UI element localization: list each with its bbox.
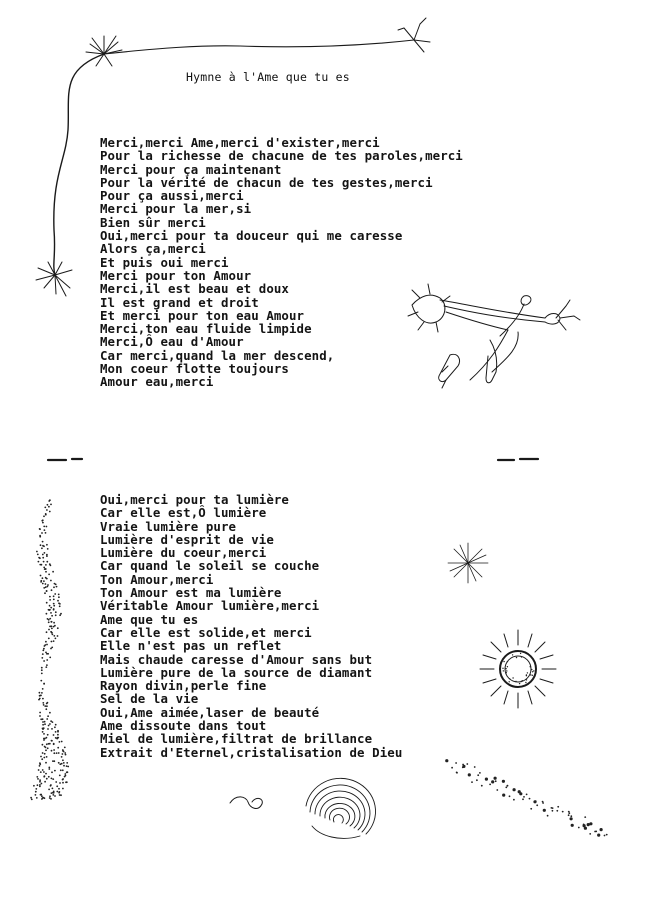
poem-line: Elle n'est pas un reflet bbox=[100, 638, 282, 654]
poem-line: Merci,il est beau et doux bbox=[100, 281, 289, 297]
poem-line: Pour la richesse de chacune de tes paroles,merci bbox=[100, 148, 463, 164]
poem-line: Et puis oui merci bbox=[100, 254, 229, 270]
poem-line: Car elle est solide,et merci bbox=[100, 624, 312, 640]
poem-line: Ton Amour,merci bbox=[100, 571, 214, 587]
infinity-squiggle-icon bbox=[230, 797, 262, 809]
poem-line: Pour ça aussi,merci bbox=[100, 188, 244, 204]
poem-title: Hymne à l'Ame que tu es bbox=[186, 70, 350, 84]
poem-line: Car elle est,Ô lumière bbox=[100, 505, 267, 521]
poem-line: Ame dissoute dans tout bbox=[100, 718, 267, 734]
poem-line: Rayon divin,perle fine bbox=[100, 678, 267, 694]
poem-line: Merci,ton eau fluide limpide bbox=[100, 321, 312, 337]
poem-line: Bien sûr merci bbox=[100, 214, 206, 230]
poem-line: Mon coeur flotte toujours bbox=[100, 361, 289, 377]
neuron-vine-drawing bbox=[36, 18, 430, 296]
poem-line: Car quand le soleil se couche bbox=[100, 558, 320, 574]
dash-marks bbox=[48, 459, 538, 460]
poem-line: Merci pour ça maintenant bbox=[100, 161, 282, 177]
poem-line: Sel de la vie bbox=[100, 691, 199, 707]
poem-line: Merci,merci Ame,merci d'exister,merci bbox=[100, 135, 380, 150]
poem-line: Merci pour la mer,si bbox=[100, 201, 252, 217]
poem-line: Alors ça,merci bbox=[100, 241, 206, 257]
poem-line: Extrait d'Eternel,cristalisation de Dieu bbox=[100, 744, 403, 760]
poem-line: Ton Amour est ma lumière bbox=[100, 585, 282, 601]
poem-line: Lumière du coeur,merci bbox=[100, 545, 267, 561]
poem-line: Véritable Amour lumière,merci bbox=[100, 598, 320, 614]
sun-dots bbox=[502, 653, 534, 685]
poem-line: Oui,merci pour ta lumière bbox=[100, 492, 289, 507]
poem-line: Oui,Ame aimée,laser de beauté bbox=[100, 704, 320, 720]
poem-line: Car merci,quand la mer descend, bbox=[100, 347, 335, 363]
poem-line: Lumière pure de la source de diamant bbox=[100, 664, 373, 680]
poem-line: Mais chaude caresse d'Amour sans but bbox=[100, 651, 373, 667]
poem-line: Amour eau,merci bbox=[100, 374, 214, 390]
poem-line: Il est grand et droit bbox=[100, 294, 259, 310]
spiral-shell-drawing bbox=[306, 778, 376, 838]
poem-line: Merci,Ô eau d'Amour bbox=[100, 334, 244, 350]
poem-line: Oui,merci pour ta douceur qui me caresse bbox=[100, 228, 403, 244]
dotted-column-drawing bbox=[30, 499, 69, 800]
spark-icon bbox=[448, 543, 488, 583]
dotted-trail-drawing bbox=[445, 759, 607, 837]
neuron-branches-drawing bbox=[408, 284, 580, 388]
poem-line: Vraie lumière pure bbox=[100, 518, 237, 534]
poem-line: Lumière d'esprit de vie bbox=[100, 531, 274, 547]
poem-line: Merci pour ton Amour bbox=[100, 267, 252, 283]
sun-circle-icon bbox=[480, 630, 556, 708]
poem-line: Miel de lumière,filtrat de brillance bbox=[100, 731, 373, 747]
poem-line: Pour la vérité de chacun de tes gestes,merci bbox=[100, 174, 433, 190]
poem-line: Et merci pour ton eau Amour bbox=[100, 307, 305, 323]
poem-line: Ame que tu es bbox=[100, 611, 199, 627]
